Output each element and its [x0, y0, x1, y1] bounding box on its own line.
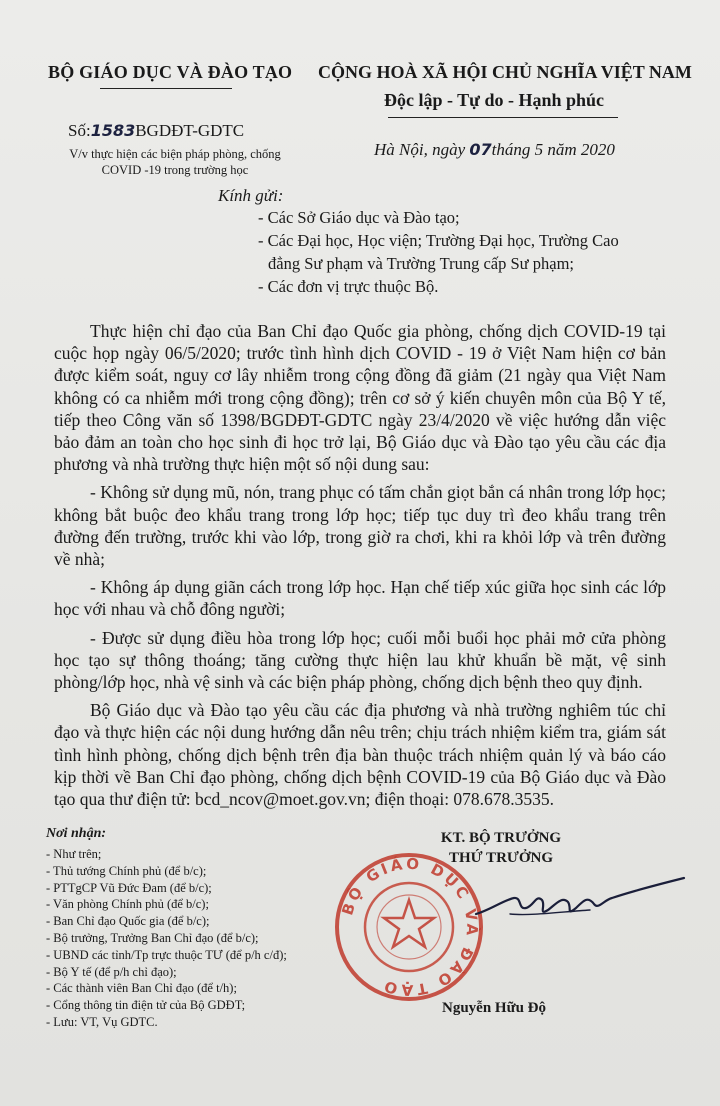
place-prefix: Hà Nội, ngày — [374, 140, 466, 159]
body-paragraph: - Không áp dụng giãn cách trong lớp học. Hạn chế tiếp xúc giữa học sinh các lớp học với nhau và chỗ đông người; — [54, 577, 666, 620]
subject-line-2: COVID -19 trong trường học — [101, 163, 249, 177]
receiver-item: - PTTgCP Vũ Đức Đam (để b/c); — [46, 880, 212, 895]
recipient-item: - Các Đại học, Học viện; Trường Đại học, Trường Cao — [258, 231, 619, 250]
national-motto: Độc lập - Tự do - Hạnh phúc — [384, 90, 605, 110]
doc-number-suffix: BGDĐT-GDTC — [135, 121, 245, 140]
receiver-item: - Thủ tướng Chính phủ (để b/c); — [46, 863, 207, 878]
recipient-item: đẳng Sư phạm và Trường Trung cấp Sư phạm; — [268, 254, 574, 273]
body-paragraph: Bộ Giáo dục và Đào tạo yêu cầu các địa phương và nhà trường nghiêm túc chỉ đạo và thực hiện các nội dung hướng dẫn nêu trên; chịu trách nhiệm kiểm tra, giám sát tình hình phòng, chống dịch bệnh trên địa bàn thuộc trách nhiệm quản lý và báo cáo kịp thời về Ban Chỉ đạo phòng, chống dịch bệnh COVID-19 của Bộ Giáo dục và Đào tạo qua thư điện tử: bcd_ncov@moet.gov.vn; điện thoại: 078.678.3535. — [54, 700, 666, 810]
receiver-item: - Bộ Y tế (để p/h chỉ đạo); — [46, 964, 177, 979]
letter-body — [54, 320, 666, 816]
doc-number-handwritten: 1583 — [90, 121, 136, 140]
receiver-item: - Các thành viên Ban Chỉ đạo (để t/h); — [46, 981, 237, 996]
body-paragraph: Thực hiện chỉ đạo của Ban Chỉ đạo Quốc gia phòng, chống dịch COVID-19 tại cuộc họp ngày 06/5/2020; trước tình hình dịch COVID - 19 ở Việt Nam hiện cơ bản được kiểm soát, nguy cơ lây nhiễm trong cộng đồng đã giảm (21 ngày qua Việt Nam không có ca nhiễm mới trong cộng đồng); trên cơ sở ý kiến chuyên môn của Bộ Y tế, tiếp theo Công văn số 1398/BGDĐT-GDTC ngày 23/4/2020 về việc hướng dẫn việc bảo đảm an toàn cho học sinh đi học trở lại, Bộ Giáo dục và Đào tạo yêu cầu các địa phương và nhà trường thực hiện một số nội dung sau: — [54, 321, 666, 475]
doc-number-prefix: Số: — [68, 121, 91, 140]
signature-title-line-2: THỨ TRƯỞNG — [448, 850, 554, 866]
place-and-date — [374, 140, 615, 160]
receiver-item: - Cổng thông tin điện tử của Bộ GDĐT; — [46, 998, 246, 1013]
body-paragraph: - Được sử dụng điều hòa trong lớp học; cuối mỗi buổi học phải mở cửa phòng học tạo sự thông thoáng; tăng cường thực hiện lau khử khuẩn bề mặt, vệ sinh phòng/lớp học, nhà vệ sinh và các biện pháp phòng, chống dịch bệnh theo quy định. — [54, 627, 666, 693]
place-suffix: tháng 5 năm 2020 — [491, 140, 615, 159]
nation-title: CỘNG HOÀ XÃ HỘI CHỦ NGHĨA VIỆT NAM — [318, 62, 692, 82]
receiver-item: - Lưu: VT, Vụ GDTC. — [46, 1014, 158, 1029]
receiver-item: - Như trên; — [46, 847, 102, 861]
svg-text:BỘ GIÁO DỤC VÀ ĐÀO TẠO: BỘ GIÁO DỤC VÀ ĐÀO TẠO — [338, 854, 482, 1000]
motto-underline — [388, 117, 618, 118]
receivers-list — [46, 846, 346, 1031]
signer-name: Nguyễn Hữu Độ — [442, 1000, 547, 1016]
body-paragraph: - Không sử dụng mũ, nón, trang phục có tấm chắn giọt bắn cá nhân trong lớp học; không bắt buộc đeo khẩu trang trong lớp học; tiếp tục duy trì đeo khẩu trang trên đường đến trường, trước khi vào lớp, trong giờ ra chơi, khi ra khỏi lớp và trên đường về nhà; — [54, 482, 666, 570]
recipient-item: - Các đơn vị trực thuộc Bộ. — [258, 277, 439, 296]
recipient-item: - Các Sở Giáo dục và Đào tạo; — [258, 208, 460, 227]
subject-line — [40, 146, 310, 178]
subject-line-1: V/v thực hiện các biện pháp phòng, chống — [69, 147, 281, 161]
handwritten-signature-icon — [470, 870, 690, 940]
receivers-heading: Nơi nhận: — [46, 826, 107, 841]
place-day-handwritten: 07 — [469, 140, 492, 159]
greeting: Kính gửi: — [218, 186, 284, 205]
official-seal-icon — [334, 852, 484, 1002]
recipient-list — [258, 206, 688, 298]
org-name: BỘ GIÁO DỤC VÀ ĐÀO TẠO — [48, 62, 293, 82]
org-underline — [100, 88, 232, 89]
receiver-item: - Ban Chỉ đạo Quốc gia (để b/c); — [46, 914, 210, 929]
receiver-item: - Bộ trưởng, Trưởng Ban Chỉ đạo (để b/c); — [46, 930, 259, 945]
signature-title-line-1: KT. BỘ TRƯỞNG — [440, 830, 562, 846]
receiver-item: - Văn phòng Chính phủ (để b/c); — [46, 897, 209, 912]
document-number — [68, 121, 244, 141]
receiver-item: - UBND các tỉnh/Tp trực thuộc TƯ (để p/h c/đ); — [46, 947, 287, 962]
